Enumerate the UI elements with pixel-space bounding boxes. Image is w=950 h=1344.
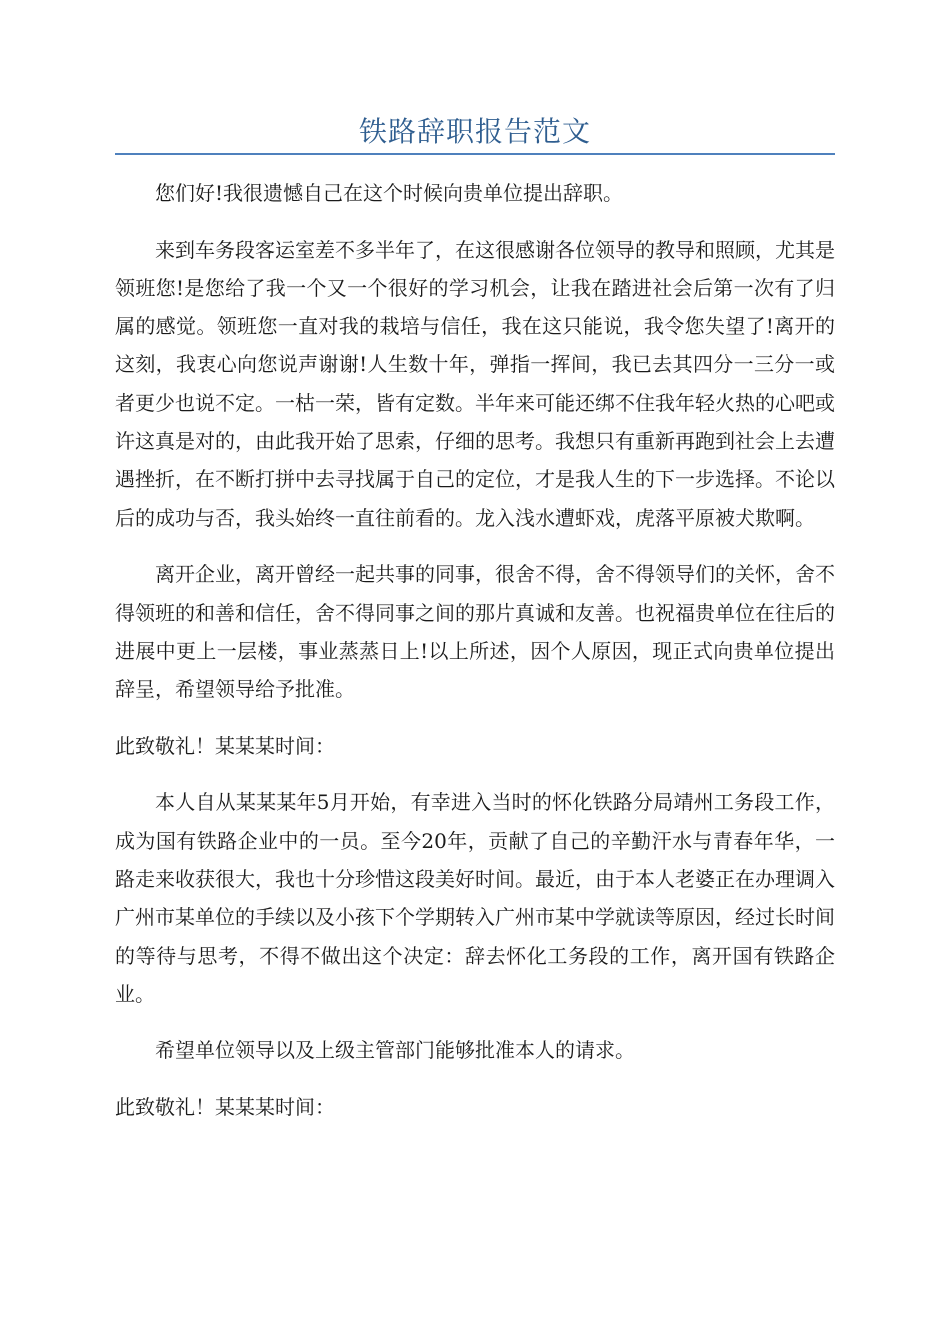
closing-salutation: 此致敬礼！某某某时间： xyxy=(115,733,335,758)
document-title: 铁路辞职报告范文 xyxy=(358,115,591,148)
paragraph-farewell: 离开企业，离开曾经一起共事的同事，很舍不得，舍不得领导们的关怀，舍不得领班的和善和信任，舍不得同事之间的那片真诚和友善。也祝福贵单位在往后的进展中更上一层楼，事业蒸蒸日上!以上所述，因个人原因，现正式向贵单位提出辞呈，希望领导给予批准。 xyxy=(115,562,835,702)
paragraph-reasons: 来到车务段客运室差不多半年了，在这很感谢各位领导的教导和照顾，尤其是领班您!是您给了我一个又一个很好的学习机会，让我在踏进社会后第一次有了归属的感觉。领班您一直对我的栽培与信任，我在这只能说，我令您失望了!离开的这刻，我衷心向您说声谢谢!人生数十年，弹指一挥间，我已去其四分一三分一或者更少也说不定。一枯一荣，皆有定数。半年来可能还绑不住我年轻火热的心吧或许这真是对的，由此我开始了思索，仔细的思考。我想只有重新再跑到社会上去遭遇挫折，在不断打拼中去寻找属于自己的定位，才是我人生的下一步选择。不论以后的成功与否，我头始终一直往前看的。龙入浅水遭虾戏，虎落平原被犬欺啊。 xyxy=(115,237,835,530)
paragraph-greeting: 您们好!我很遗憾自己在这个时候向贵单位提出辞职。 xyxy=(155,181,624,205)
document-body xyxy=(115,174,835,1145)
paragraph-request: 希望单位领导以及上级主管部门能够批准本人的请求。 xyxy=(155,1038,635,1063)
title-underline xyxy=(115,153,835,155)
closing-salutation: 此致敬礼！某某某时间： xyxy=(115,1095,335,1120)
paragraph-background: 本人自从某某某年5月开始，有幸进入当时的怀化铁路分局靖州工务段工作，成为国有铁路企业中的一员。至今20年，贡献了自己的辛勤汗水与青春年华，一路走来收获很大，我也十分珍惜这段美好时间。最近，由于本人老婆正在办理调入广州市某单位的手续以及小孩下个学期转入广州市某中学就读等原因，经过长时间的等待与思考，不得不做出这个决定：辞去怀化工务段的工作，离开国有铁路企业。 xyxy=(115,790,835,1006)
